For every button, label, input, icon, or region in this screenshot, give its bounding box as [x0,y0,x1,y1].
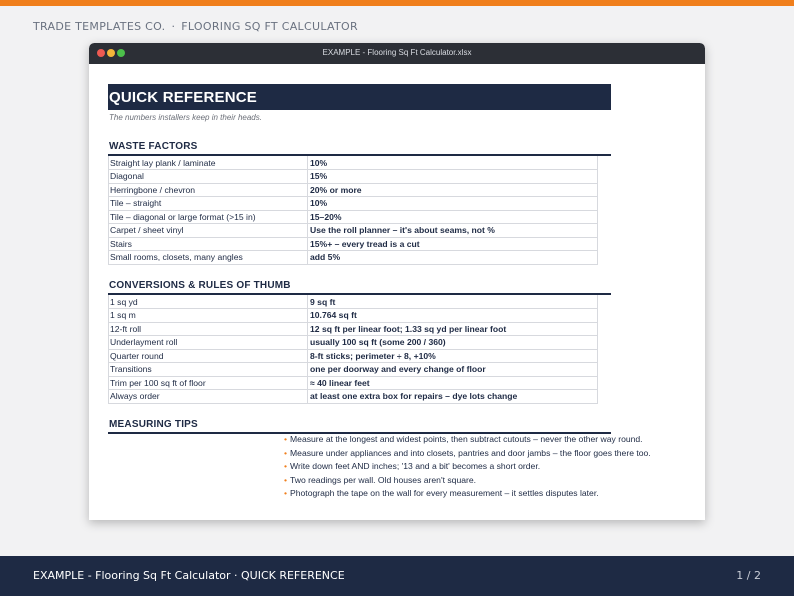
row-value[interactable]: 9 sq ft [308,295,598,309]
list-item[interactable] [284,448,684,462]
row-label[interactable]: Diagonal [109,170,308,184]
list-item[interactable] [284,475,684,489]
row-value[interactable]: add 5% [308,251,598,265]
table-row [109,349,598,363]
row-label[interactable]: Tile – straight [109,197,308,211]
row-value[interactable]: ≈ 40 linear feet [308,376,598,390]
measuring-tips-list [284,434,684,502]
row-label[interactable]: Tile – diagonal or large format (>15 in) [109,210,308,224]
row-label[interactable]: Straight lay plank / laminate [109,156,308,170]
row-label[interactable]: Trim per 100 sq ft of floor [109,376,308,390]
row-value[interactable]: Use the roll planner – it's about seams, not % [308,224,598,238]
page-footer [0,556,794,596]
list-item[interactable] [284,434,684,448]
tip-text: Two readings per wall. Old houses aren't square. [290,474,477,485]
row-label[interactable]: Quarter round [109,349,308,363]
page-number: 1 / 2 [736,569,761,582]
row-label[interactable]: Transitions [109,363,308,377]
row-value[interactable]: 8-ft sticks; perimeter ÷ 8, +10% [308,349,598,363]
sheet-subtitle: The numbers installers keep in their heads. [109,113,262,122]
header-separator: · [171,20,176,33]
row-value[interactable]: 20% or more [308,183,598,197]
product-name: FLOORING SQ FT CALCULATOR [181,20,358,33]
row-value[interactable]: 15%+ – every tread is a cut [308,237,598,251]
measuring-tips-heading: MEASURING TIPS [109,419,198,430]
table-row [109,237,598,251]
conversions-heading: CONVERSIONS & RULES OF THUMB [109,280,291,291]
brand-name: TRADE TEMPLATES CO. [33,20,166,33]
sheet-title: QUICK REFERENCE [109,89,258,106]
table-row [109,363,598,377]
table-row [109,210,598,224]
tip-text: Measure under appliances and into closets, pantries and door jambs – the floor goes there too. [290,447,651,458]
table-row [109,322,598,336]
row-label[interactable]: Stairs [109,237,308,251]
row-value[interactable]: 15–20% [308,210,598,224]
row-value[interactable]: usually 100 sq ft (some 200 / 360) [308,336,598,350]
bullet-icon: • [284,474,288,485]
row-label[interactable]: Carpet / sheet vinyl [109,224,308,238]
waste-factors-table [108,156,598,265]
table-row [109,309,598,323]
table-row [109,336,598,350]
spreadsheet-window [89,43,705,520]
list-item[interactable] [284,461,684,475]
bullet-icon: • [284,461,288,471]
table-row [109,183,598,197]
row-label[interactable]: Small rooms, closets, many angles [109,251,308,265]
table-row [109,156,598,170]
table-row [109,376,598,390]
row-label[interactable]: 1 sq yd [109,295,308,309]
table-row [109,170,598,184]
table-row [109,390,598,404]
row-value[interactable]: 12 sq ft per linear foot; 1.33 sq yd per linear foot [308,322,598,336]
row-value[interactable]: 15% [308,170,598,184]
bullet-icon: • [284,447,288,458]
table-row [109,251,598,265]
conversions-table [108,295,598,404]
list-item[interactable] [284,488,684,502]
bullet-icon: • [284,434,288,444]
page-header [33,20,358,33]
table-row [109,224,598,238]
top-accent-bar [0,0,794,6]
window-title: EXAMPLE - Flooring Sq Ft Calculator.xlsx [322,48,472,57]
window-titlebar [89,43,705,64]
row-label[interactable]: 12-ft roll [109,322,308,336]
tip-text: Measure at the longest and widest points, then subtract cutouts – never the other way round. [290,434,643,444]
bullet-icon: • [284,488,288,498]
waste-factors-heading: WASTE FACTORS [109,141,198,152]
title-banner [108,84,611,110]
row-label[interactable]: 1 sq m [109,309,308,323]
row-value[interactable]: at least one extra box for repairs – dye lots change [308,390,598,404]
row-label[interactable]: Underlayment roll [109,336,308,350]
row-value[interactable]: 10% [308,156,598,170]
row-value[interactable]: 10% [308,197,598,211]
footer-title: EXAMPLE - Flooring Sq Ft Calculator · QUICK REFERENCE [33,569,345,582]
row-value[interactable]: 10.764 sq ft [308,309,598,323]
table-row [109,295,598,309]
table-row [109,197,598,211]
tip-text: Write down feet AND inches; '13 and a bit' becomes a short order. [290,461,541,471]
row-label[interactable]: Always order [109,390,308,404]
row-value[interactable]: one per doorway and every change of floor [308,363,598,377]
row-label[interactable]: Herringbone / chevron [109,183,308,197]
tip-text: Photograph the tape on the wall for every measurement – it settles disputes later. [290,488,599,498]
